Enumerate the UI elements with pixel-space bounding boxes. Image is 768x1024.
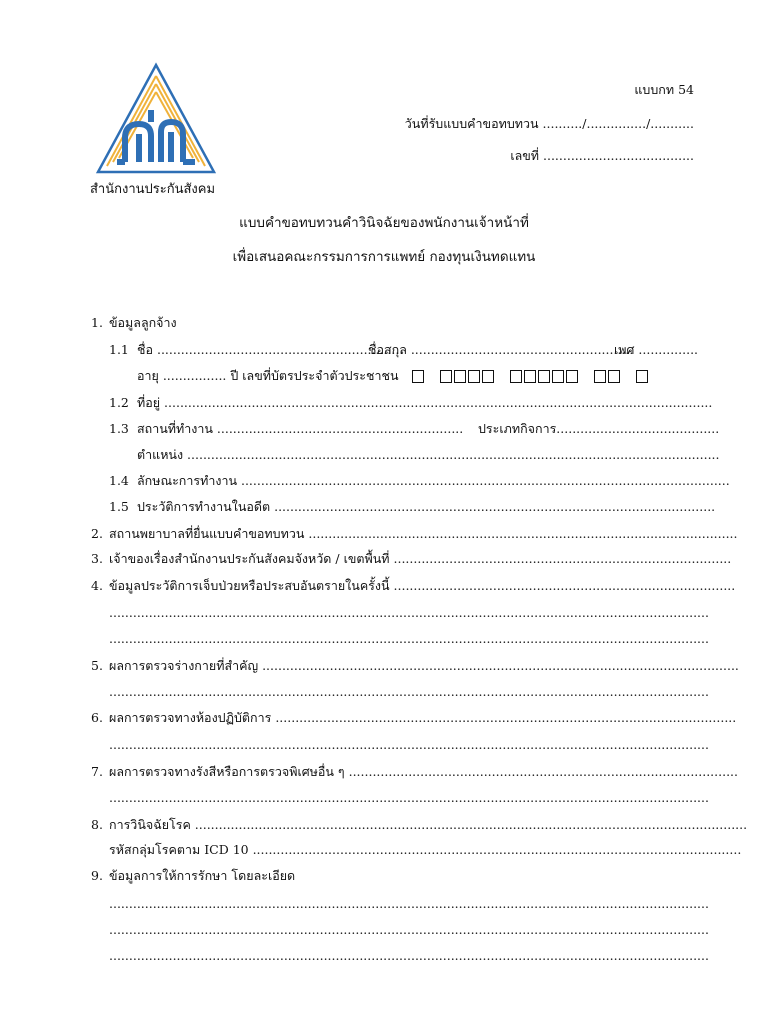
section-6-line[interactable]: ....................................................................................................................................................... (109, 737, 709, 752)
section-1-heading (91, 315, 177, 331)
section-label: ข้อมูลลูกจ้าง (109, 315, 177, 330)
section-2[interactable]: 2. สถานพยาบาลที่ยื่นแบบคำขอทบทวน ............................................................................................................ (91, 526, 738, 541)
age-id-label: อายุ ................ ปี เลขที่บัตรประจำตัวประชาชน (137, 368, 399, 383)
section-3[interactable]: 3. เจ้าของเรื่องสำนักงานประกันสังคมจังหวัด / เขตพื้นที่ ..................................................................................... (91, 551, 732, 566)
gender-field[interactable]: เพศ ............... (614, 342, 699, 357)
section-4[interactable]: 4. ข้อมูลประวัติการเจ็บป่วยหรือประสบอันตรายในครั้งนี้ ...................................................................................... (91, 578, 736, 593)
sso-logo (95, 62, 217, 176)
workplace-field[interactable]: สถานที่ทำงาน .............................................................. (137, 421, 464, 436)
subsection-number: 1.2 (109, 395, 129, 410)
section-9-line[interactable]: ....................................................................................................................................................... (109, 896, 709, 911)
form-subtitle: เพื่อเสนอคณะกรรมการการแพทย์ กองทุนเงินทดแทน (232, 249, 536, 265)
section-9: 9. ข้อมูลการให้การรักษา โดยละเอียด (91, 868, 296, 883)
row-age-id (137, 368, 648, 384)
subsection-number: 1.4 (109, 473, 129, 488)
icd10-field[interactable]: รหัสกลุ่มโรคตาม ICD 10 ........................................................................................................................... (109, 842, 742, 857)
form-code: แบบกท 54 (634, 82, 694, 97)
row-name (109, 342, 403, 358)
section-number: 1. (91, 315, 103, 330)
id-card-boxes[interactable] (412, 368, 648, 384)
work-nature-field[interactable]: ลักษณะการทำงาน ........................................................................................................................... (137, 473, 730, 488)
section-5-line[interactable]: ....................................................................................................................................................... (109, 684, 709, 699)
received-date-field[interactable]: วันที่รับแบบคำขอทบทวน ........../.............../........... (404, 116, 694, 131)
section-8[interactable]: 8. การวินิจฉัยโรค ........................................................................................................................................... (91, 817, 748, 832)
agency-name: สำนักงานประกันสังคม (90, 182, 216, 197)
section-4-line[interactable]: ....................................................................................................................................................... (109, 631, 709, 646)
section-7-line[interactable]: ....................................................................................................................................................... (109, 790, 709, 805)
row-address (109, 395, 712, 411)
row-work-nature (109, 473, 730, 489)
surname-field[interactable]: ชื่อสกุล ........................................................ (368, 342, 634, 357)
business-type-field[interactable]: ประเภทกิจการ......................................... (478, 421, 720, 436)
row-work-history (109, 499, 715, 515)
subsection-number: 1.3 (109, 421, 129, 436)
section-4-line[interactable]: ....................................................................................................................................................... (109, 605, 709, 620)
number-field[interactable]: เลขที่ ...................................... (510, 148, 694, 163)
section-6[interactable]: 6. ผลการตรวจทางห้องปฏิบัติการ .................................................................................................................... (91, 710, 737, 725)
section-9-line[interactable]: ....................................................................................................................................................... (109, 922, 709, 937)
section-7[interactable]: 7. ผลการตรวจทางรังสีหรือการตรวจพิเศษอื่น ๆ .................................................................................................. (91, 764, 738, 779)
row-workplace (109, 421, 463, 437)
section-9-line[interactable]: ....................................................................................................................................................... (109, 948, 709, 963)
work-history-field[interactable]: ประวัติการทำงานในอดีต ............................................................................................................... (137, 499, 716, 514)
subsection-number: 1.5 (109, 499, 129, 514)
position-field[interactable]: ตำแหน่ง ...................................................................................................................................... (137, 447, 720, 462)
section-5[interactable]: 5. ผลการตรวจร่างกายที่สำคัญ ........................................................................................................................ (91, 658, 739, 673)
subsection-number: 1.1 (109, 342, 129, 357)
address-field[interactable]: ที่อยู่ .......................................................................................................................................... (137, 395, 713, 410)
form-title: แบบคำขอทบทวนคำวินิจฉัยของพนักงานเจ้าหน้าที่ (239, 215, 529, 231)
name-field[interactable]: ชื่อ .............................................................. (137, 342, 404, 357)
